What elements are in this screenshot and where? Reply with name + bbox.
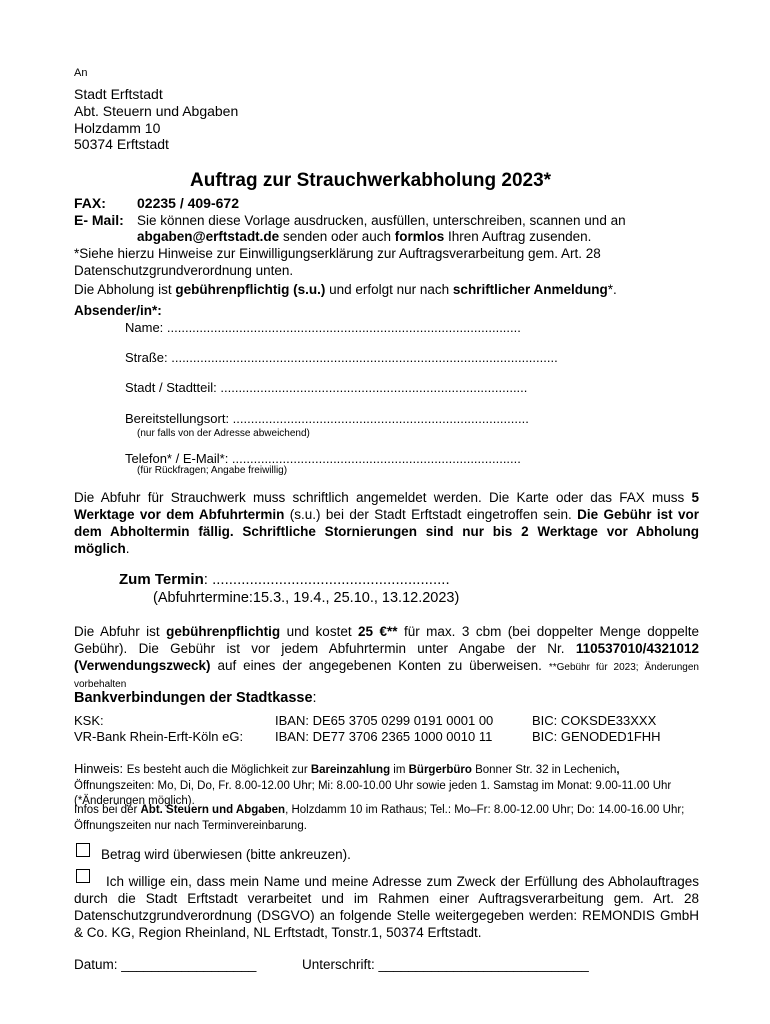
sender-location-hint: (nur falls von der Adresse abweichend) xyxy=(137,428,310,439)
hint-info: Infos bei der Abt. Steuern und Abgaben, Holzdamm 10 im Rathaus; Tel.: Mo–Fr: 8.00-12.00 Uhr; Do: 14.00-16.00 Uhr; Öffnungszeiten nur nach Terminvereinbarung. xyxy=(74,804,685,832)
recipient-prefix: An xyxy=(74,67,88,79)
date-field[interactable]: Datum: __________________ xyxy=(74,957,257,972)
fee-notice: Die Abholung ist gebührenpflichtig (s.u.) und erfolgt nur nach schriftlicher Anmeldung*. xyxy=(74,282,617,297)
transfer-checkbox-label: Betrag wird überwiesen (bitte ankreuzen). xyxy=(101,847,351,862)
email-label: E- Mail: xyxy=(74,212,124,228)
bank-bic-vr: BIC: GENODED1FHH xyxy=(532,729,661,744)
sender-label: Absender/in*: xyxy=(74,303,162,318)
bank-iban-vr: IBAN: DE77 3706 2365 1000 0010 11 xyxy=(275,729,493,744)
sender-phone-hint: (für Rückfragen; Angabe freiwillig) xyxy=(137,465,288,476)
bank-name-vr: VR-Bank Rhein-Erft-Köln eG: xyxy=(74,729,244,744)
termin-field[interactable]: Zum Termin: ......................................................... xyxy=(119,571,450,588)
fax-label: FAX: xyxy=(74,195,106,211)
recipient-line-2: Abt. Steuern und Abgaben xyxy=(74,103,239,119)
registration-paragraph: Die Abfuhr für Strauchwerk muss schriftlich angemeldet werden. Die Karte oder das FAX muss 5 Werktage vor dem Abfuhrtermin (s.u.) bei der Stadt Erftstadt eingetroffen sein. Die Gebühr ist vor dem Abholtermin fällig. Schriftliche Stornierungen sind nur bis 2 Werktage vor Abholung möglich. xyxy=(74,490,699,556)
sender-name-field[interactable]: Name: .................................................................................................. xyxy=(125,320,521,335)
termin-dates: (Abfuhrtermine:15.3., 19.4., 25.10., 13.12.2023) xyxy=(153,590,460,606)
consent-checkbox-label: Ich willige ein, dass mein Name und meine Adresse zum Zweck der Erfüllung des Abholauftrages durch die Stadt Erftstadt verarbeitet und im Rahmen einer Auftragsverarbeitung gem. Art. 28 Datenschutzgrundverordnung (DSGVO) an folgende Stelle weitergegeben werden: REMONDIS GmbH & Co. KG, Region Rheinland, NL Erftstadt, Tonstr.1, 50374 Erftstadt. xyxy=(74,874,699,940)
cost-paragraph: Die Abfuhr ist gebührenpflichtig und kostet 25 €** für max. 3 cbm (bei doppelter Menge doppelte Gebühr). Die Gebühr ist vor jedem Abfuhrtermin unter Angabe der Nr. 110537010/4321012 (Verwendungszweck) auf eines der angegebenen Konten zu überweisen. **Gebühr für 2023; Änderungen vorbehalten xyxy=(74,624,699,690)
consent-note: *Siehe hierzu Hinweise zur Einwilligungserklärung zur Auftragsverarbeitung gem. Art. 28 Datenschutzgrundverordnung unten. xyxy=(74,246,601,278)
hint-paragraph: Hinweis: Es besteht auch die Möglichkeit zur Bareinzahlung im Bürgerbüro Bonner Str. 32 in Lechenich, Öffnungszeiten: Mo, Di, Do, Fr. 8.00-12.00 Uhr; Mi: 8.00-10.00 Uhr sowie jeden 1. Samstag im Monat: 9.00-11.00 Uhr (*Änderungen möglich). xyxy=(74,761,672,807)
email-instruction-line-1: Sie können diese Vorlage ausdrucken, ausfüllen, unterschreiben, scannen und an xyxy=(137,213,626,228)
page-title: Auftrag zur Strauchwerkabholung 2023* xyxy=(190,170,552,191)
bank-iban-ksk: IBAN: DE65 3705 0299 0191 0001 00 xyxy=(275,713,494,728)
bank-name-ksk: KSK: xyxy=(74,713,104,728)
recipient-line-3: Holzdamm 10 xyxy=(74,120,161,136)
fax-number: 02235 / 409-672 xyxy=(137,195,239,211)
bank-heading: Bankverbindungen der Stadtkasse: xyxy=(74,690,317,706)
sender-location-field[interactable]: Bereitstellungsort: .................................................................................. xyxy=(125,411,529,426)
recipient-line-1: Stadt Erftstadt xyxy=(74,86,163,102)
signature-field[interactable]: Unterschrift: ____________________________ xyxy=(302,957,589,972)
sender-city-field[interactable]: Stadt / Stadtteil: ..................................................................................... xyxy=(125,380,528,395)
sender-phone-field[interactable]: Telefon* / E-Mail*: ................................................................................ xyxy=(125,451,521,466)
bank-bic-ksk: BIC: COKSDE33XXX xyxy=(532,713,657,728)
email-instruction-line-2: abgaben@erftstadt.de senden oder auch formlos Ihren Auftrag zusenden. xyxy=(137,229,592,244)
email-address[interactable]: abgaben@erftstadt.de xyxy=(137,229,280,244)
sender-street-field[interactable]: Straße: ........................................................................................................... xyxy=(125,350,558,365)
transfer-checkbox[interactable] xyxy=(76,843,90,857)
recipient-line-4: 50374 Erftstadt xyxy=(74,136,169,152)
